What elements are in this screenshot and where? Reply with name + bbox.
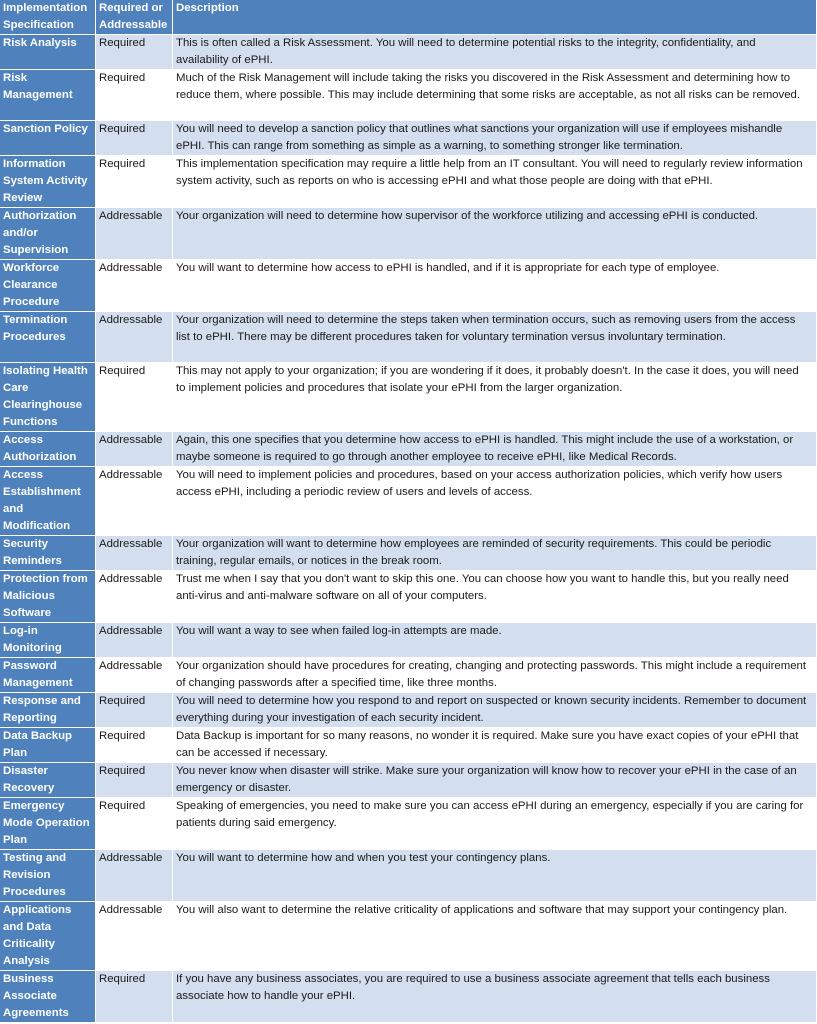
cell-required-or-addressable: Addressable (96, 850, 173, 902)
cell-description: Your organization should have procedures for creating, changing and protecting passwords. This might include a requirement of changing passwords after a specified time, like three months. (173, 658, 817, 693)
cell-description: This is often called a Risk Assessment. You will need to determine potential risks to the integrity, confidentiality, and availability of ePHI. (173, 35, 817, 70)
cell-specification: Testing and Revision Procedures (0, 850, 96, 902)
cell-required-or-addressable: Addressable (96, 467, 173, 536)
cell-description: Speaking of emergencies, you need to make sure you can access ePHI during an emergency, especially if you are caring for patients during said emergency. (173, 798, 817, 850)
cell-description: This implementation specification may require a little help from an IT consultant. You will need to regularly review information system activity, such as reports on who is accessing ePHI and what those people are doing with that ePHI. (173, 156, 817, 208)
cell-required-or-addressable: Required (96, 728, 173, 763)
table-row (0, 121, 817, 156)
header-required-or-addressable: Required or Addressable (96, 0, 173, 35)
cell-description: You will want to determine how and when you test your contingency plans. (173, 850, 817, 902)
cell-required-or-addressable: Required (96, 693, 173, 728)
cell-required-or-addressable: Required (96, 763, 173, 798)
cell-specification: Workforce Clearance Procedure (0, 260, 96, 312)
cell-specification: Authorization and/or Supervision (0, 208, 96, 260)
cell-specification: Information System Activity Review (0, 156, 96, 208)
cell-description: You will need to develop a sanction policy that outlines what sanctions your organization will use if employees mishandle ePHI. This can range from something as simple as a warning, to something stronger like termination. (173, 121, 817, 156)
cell-required-or-addressable: Required (96, 971, 173, 1023)
table-row (0, 623, 817, 658)
cell-specification: Security Reminders (0, 536, 96, 571)
cell-description: You will need to implement policies and procedures, based on your access authorization policies, which verify how users access ePHI, including a periodic review of users and levels of access. (173, 467, 817, 536)
table-body (0, 35, 817, 1023)
cell-required-or-addressable: Addressable (96, 312, 173, 363)
table-row (0, 971, 817, 1023)
cell-specification: Sanction Policy (0, 121, 96, 156)
cell-specification: Business Associate Agreements (0, 971, 96, 1023)
table-row (0, 693, 817, 728)
cell-specification: Emergency Mode Operation Plan (0, 798, 96, 850)
table-row (0, 728, 817, 763)
cell-description: Your organization will want to determine how employees are reminded of security requirements. This could be periodic training, regular emails, or notices in the break room. (173, 536, 817, 571)
cell-specification: Risk Analysis (0, 35, 96, 70)
cell-required-or-addressable: Addressable (96, 623, 173, 658)
cell-description: Trust me when I say that you don't want to skip this one. You can choose how you want to handle this, but you really need anti-virus and anti-malware software on all of your computers. (173, 571, 817, 623)
cell-specification: Protection from Malicious Software (0, 571, 96, 623)
cell-specification: Data Backup Plan (0, 728, 96, 763)
table-row (0, 467, 817, 536)
table-row (0, 536, 817, 571)
cell-specification: Disaster Recovery (0, 763, 96, 798)
cell-required-or-addressable: Required (96, 363, 173, 432)
cell-specification: Risk Management (0, 70, 96, 121)
table-row (0, 850, 817, 902)
cell-description: You never know when disaster will strike. Make sure your organization will know how to recover your ePHI in the case of an emergency or disaster. (173, 763, 817, 798)
cell-specification: Access Authorization (0, 432, 96, 467)
cell-description: You will need to determine how you respond to and report on suspected or known security incidents. Remember to document everything during your investigation of each security incident. (173, 693, 817, 728)
cell-specification: Applications and Data Criticality Analysis (0, 902, 96, 971)
table-row (0, 35, 817, 70)
cell-description: This may not apply to your organization; if you are wondering if it does, it probably doesn't. In the case it does, you will need to implement policies and procedures that isolate your ePHI from the larger organization. (173, 363, 817, 432)
cell-specification: Isolating Health Care Clearinghouse Functions (0, 363, 96, 432)
cell-required-or-addressable: Addressable (96, 536, 173, 571)
cell-description: You will also want to determine the relative criticality of applications and software that may support your contingency plan. (173, 902, 817, 971)
cell-required-or-addressable: Required (96, 70, 173, 121)
table-row (0, 208, 817, 260)
cell-specification: Termination Procedures (0, 312, 96, 363)
cell-description: Your organization will need to determine how supervisor of the workforce utilizing and accessing ePHI is conducted. (173, 208, 817, 260)
cell-specification: Log-in Monitoring (0, 623, 96, 658)
cell-required-or-addressable: Addressable (96, 208, 173, 260)
header-implementation-specification: Implementation Specification (0, 0, 96, 35)
table-row (0, 156, 817, 208)
table-row (0, 70, 817, 121)
table-row (0, 312, 817, 363)
table-row (0, 363, 817, 432)
cell-required-or-addressable: Addressable (96, 260, 173, 312)
table-row (0, 658, 817, 693)
cell-description: Data Backup is important for so many reasons, no wonder it is required. Make sure you have exact copies of your ePHI that can be accessed if necessary. (173, 728, 817, 763)
header-description: Description (173, 0, 817, 35)
cell-specification: Password Management (0, 658, 96, 693)
cell-required-or-addressable: Required (96, 121, 173, 156)
cell-required-or-addressable: Required (96, 798, 173, 850)
cell-description: Much of the Risk Management will include taking the risks you discovered in the Risk Assessment and determining how to reduce them, where possible. This may include determining that some risks are acceptable, as not all risks can be removed. (173, 70, 817, 121)
table-row (0, 260, 817, 312)
cell-specification: Access Establishment and Modification (0, 467, 96, 536)
cell-description: You will want a way to see when failed log-in attempts are made. (173, 623, 817, 658)
cell-required-or-addressable: Required (96, 35, 173, 70)
table-row (0, 798, 817, 850)
cell-description: Your organization will need to determine the steps taken when termination occurs, such as removing users from the access list to ePHI. There may be different procedures taken for voluntary termination versus involuntary termination. (173, 312, 817, 363)
cell-description: Again, this one specifies that you determine how access to ePHI is handled. This might include the use of a workstation, or maybe someone is required to go through another employee to receive ePHI, like Medical Records. (173, 432, 817, 467)
cell-required-or-addressable: Addressable (96, 432, 173, 467)
cell-required-or-addressable: Addressable (96, 902, 173, 971)
cell-description: If you have any business associates, you are required to use a business associate agreement that tells each business associate how to handle your ePHI. (173, 971, 817, 1023)
table-row (0, 571, 817, 623)
table-row (0, 432, 817, 467)
cell-required-or-addressable: Required (96, 156, 173, 208)
cell-required-or-addressable: Addressable (96, 571, 173, 623)
cell-specification: Response and Reporting (0, 693, 96, 728)
cell-required-or-addressable: Addressable (96, 658, 173, 693)
cell-description: You will want to determine how access to ePHI is handled, and if it is appropriate for each type of employee. (173, 260, 817, 312)
table-row (0, 902, 817, 971)
table-row (0, 763, 817, 798)
table-header-row (0, 0, 817, 35)
